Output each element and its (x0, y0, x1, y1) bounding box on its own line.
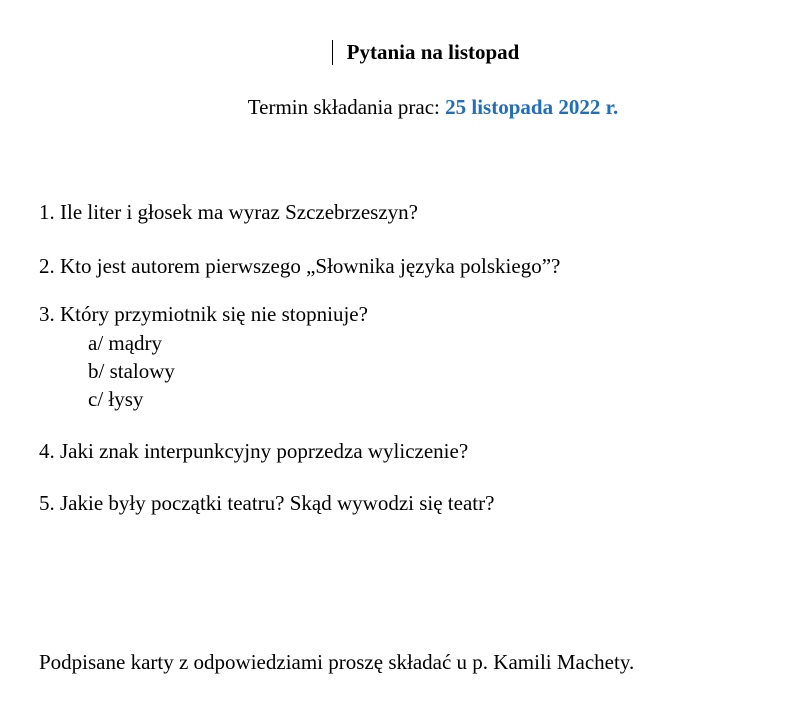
deadline-date: 25 listopada 2022 r. (445, 95, 619, 119)
document-title: Pytania na listopad (346, 40, 520, 64)
question-3-option-a: a/ mądry (88, 331, 163, 355)
footer-note: Podpisane karty z odpowiedziami proszę składać u p. Kamili Machety. (39, 650, 635, 674)
question-2: 2. Kto jest autorem pierwszego „Słownika języka polskiego”? (39, 254, 561, 278)
question-3: 3. Który przymiotnik się nie stopniuje? (39, 302, 368, 326)
question-1: 1. Ile liter i głosek ma wyraz Szczebrzeszyn? (39, 200, 418, 224)
deadline-label: Termin składania prac: (247, 95, 446, 119)
question-3-option-c: c/ łysy (88, 387, 144, 411)
question-3-option-b: b/ stalowy (88, 359, 175, 383)
question-5: 5. Jakie były początki teatru? Skąd wywodzi się teatr? (39, 491, 495, 515)
question-4: 4. Jaki znak interpunkcyjny poprzedza wyliczenie? (39, 439, 469, 463)
deadline-line (0, 93, 790, 121)
